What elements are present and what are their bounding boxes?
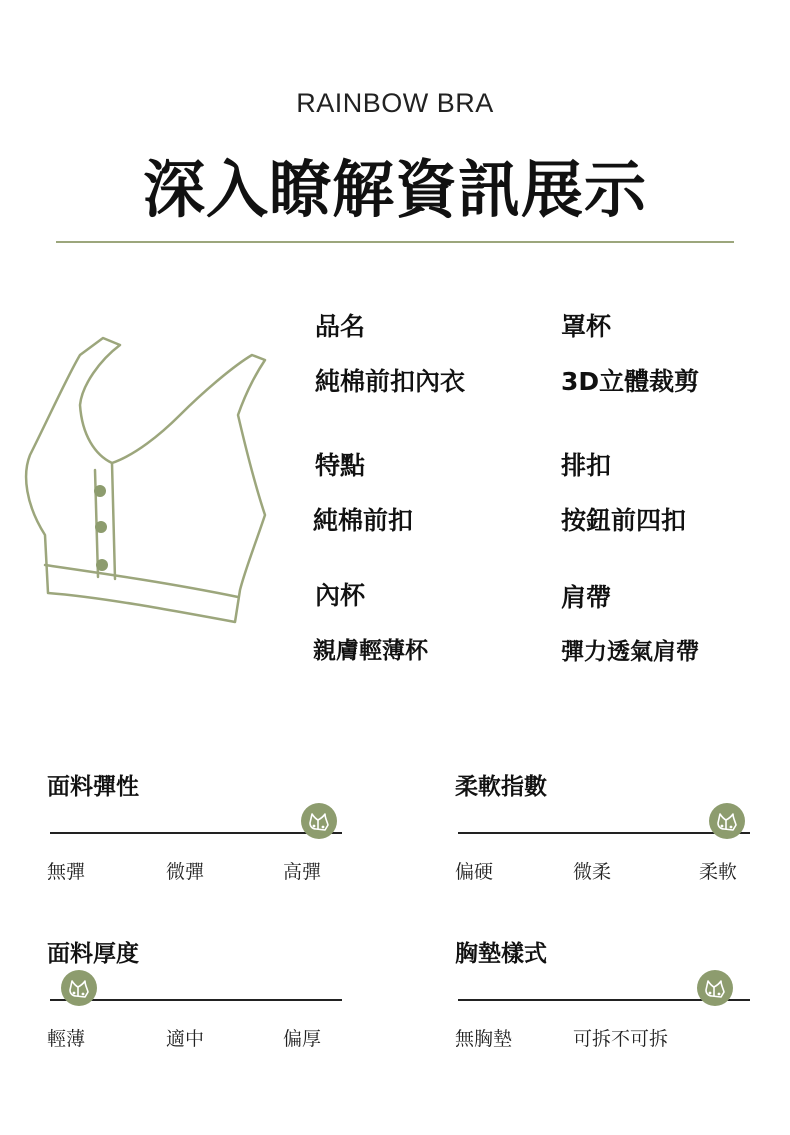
- scale-track-softness: [458, 832, 750, 834]
- page-title: 深入瞭解資訊展示: [142, 153, 647, 226]
- spec-label-feature: 特點: [315, 451, 366, 480]
- scale-tick: 無胸墊: [455, 1028, 513, 1050]
- bra-knob-icon: [61, 970, 97, 1006]
- spec-label-name: 品名: [315, 312, 366, 341]
- scale-tick: 可拆不可拆: [573, 1028, 669, 1050]
- scale-tick: 高彈: [283, 861, 322, 883]
- spec-value-cup: 3D立體裁剪: [561, 367, 700, 396]
- spec-label-buttons: 排扣: [561, 451, 612, 480]
- bra-outline-icon: [20, 335, 280, 635]
- scale-title-softness: 柔軟指數: [455, 774, 547, 800]
- scale-tick: 偏硬: [455, 861, 494, 883]
- scale-title-thickness: 面料厚度: [47, 941, 139, 967]
- spec-label-cup: 罩杯: [561, 312, 612, 341]
- scale-title-elasticity: 面料彈性: [47, 774, 139, 800]
- spec-value-feature: 純棉前扣: [313, 506, 414, 535]
- scale-track-elasticity: [50, 832, 342, 834]
- scale-tick: 輕薄: [47, 1028, 86, 1050]
- spec-label-strap: 肩帶: [561, 583, 612, 612]
- bra-knob-icon: [697, 970, 733, 1006]
- spec-value-name: 純棉前扣內衣: [315, 367, 466, 396]
- scale-tick: 微柔: [573, 861, 612, 883]
- spec-label-inner-cup: 內杯: [315, 581, 366, 610]
- spec-value-buttons: 按鈕前四扣: [561, 506, 687, 535]
- spec-value-strap: 彈力透氣肩帶: [561, 639, 699, 665]
- scale-tick: 偏厚: [283, 1028, 322, 1050]
- brand-name: RAINBOW BRA: [296, 88, 494, 118]
- scale-tick: 適中: [166, 1028, 205, 1050]
- bra-knob-icon: [709, 803, 745, 839]
- scale-tick: 無彈: [47, 861, 86, 883]
- bra-knob-icon: [301, 803, 337, 839]
- spec-value-inner-cup: 親膚輕薄杯: [313, 638, 428, 664]
- scale-tick: 微彈: [166, 861, 205, 883]
- title-divider: [56, 241, 734, 243]
- scale-title-pad-style: 胸墊樣式: [455, 941, 547, 967]
- scale-tick: 柔軟: [699, 861, 738, 883]
